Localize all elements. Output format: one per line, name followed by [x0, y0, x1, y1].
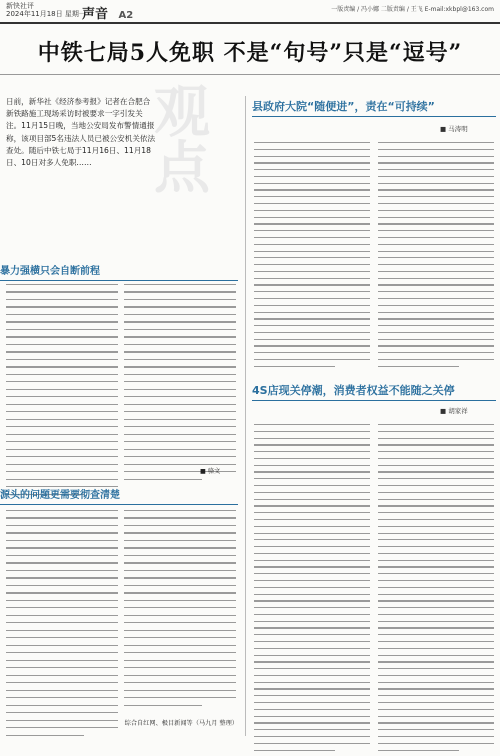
origin-col1 — [6, 510, 118, 742]
paper-name — [6, 2, 86, 18]
right-top-rule — [252, 116, 496, 117]
right-bottom-col1 — [254, 424, 370, 756]
right-top-col1 — [254, 142, 370, 373]
main-headline: 中铁七局5人免职 不是“句号”只是“逗号” — [37, 40, 463, 66]
section-name: 声音 — [82, 7, 109, 22]
masthead-rule — [0, 22, 500, 24]
origin-col2 — [124, 510, 236, 712]
right-bottom-rule — [252, 400, 496, 401]
right-top-title: 县政府大院“随便进”，责在“可持续” — [252, 100, 435, 113]
right-bottom-col2 — [378, 424, 494, 756]
watermark-text: 观点 — [145, 82, 211, 194]
editor-contacts: 一版责编 / 冯小娜 二版责编 / 王飞 E-mail:xkbpl@163.com — [331, 6, 494, 13]
section-label — [82, 3, 133, 22]
violence-col1 — [6, 284, 118, 501]
right-top-author: ■ 马涛明 — [440, 125, 468, 133]
violence-rule — [0, 280, 238, 281]
violence-title: 暴力强横只会自断前程 — [0, 266, 100, 277]
masthead — [0, 0, 500, 22]
violence-section — [0, 262, 238, 281]
origin-section — [0, 486, 238, 505]
headline-rule — [0, 74, 500, 75]
right-top-col2 — [378, 142, 494, 373]
right-bottom-title: 4S店现关停潮，消费者权益不能随之关停 — [252, 384, 455, 397]
issue-date: 2024年11月18日 星期一 — [6, 10, 86, 18]
violence-col2 — [124, 284, 236, 486]
page-number: A2 — [118, 10, 134, 21]
paper-title: 新快社评 — [6, 2, 34, 10]
origin-title: 源头的问题更需要彻查清楚 — [0, 490, 120, 501]
origin-rule — [0, 504, 238, 505]
right-bottom-author: ■ 胡家祥 — [440, 407, 468, 415]
column-divider — [245, 96, 246, 736]
intro-paragraph: 日前，新华社《经济参考报》记者在合肥合新铁路施工现场采访时被要求一字引发关注。11月15日晚，当地公安局发布警情通报称，该项目部5名违法人员已被公安机关依法查处。随后中铁七局于11月16日、11月18日、10日对多人免职…… — [6, 97, 156, 168]
origin-sign: 综合自红网、极目新闻等（马九月 整理） — [124, 720, 238, 727]
violence-sign: ■ 骆文 — [200, 468, 221, 475]
